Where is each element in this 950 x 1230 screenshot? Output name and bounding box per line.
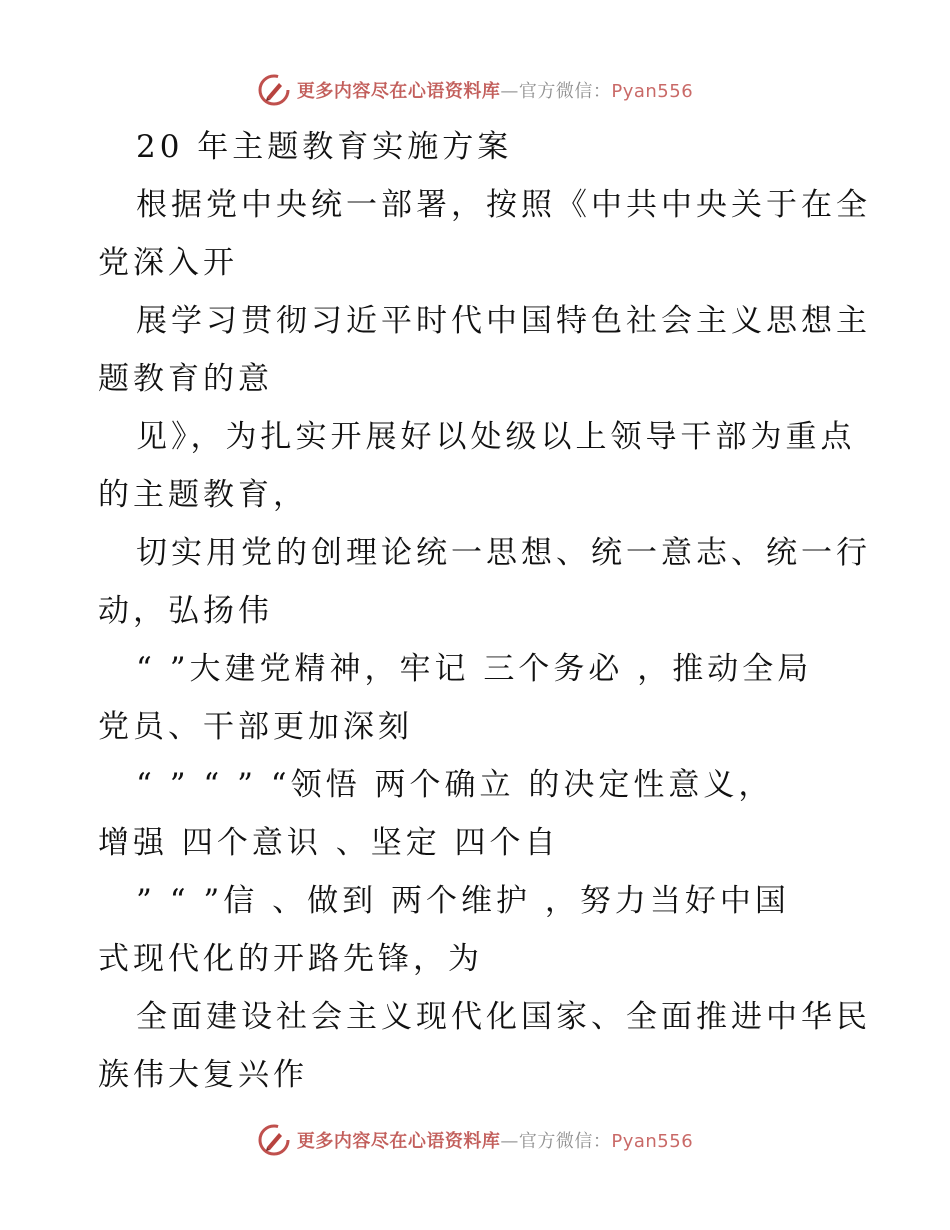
text-line: 见》，为扎实开展好以处级以上领导干部为重点 [136, 419, 856, 455]
watermark-text [297, 77, 693, 103]
text-line: 题教育的意 [98, 361, 273, 397]
pen-circle-logo-icon [257, 73, 291, 107]
text-line: 全面建设社会主义现代化国家、全面推进中华民 [136, 999, 871, 1035]
watermark-text [297, 1127, 693, 1153]
watermark-separator: — [500, 1131, 519, 1152]
text-line: 的主题教育， [98, 477, 308, 513]
text-line: “ ”大建党精神，牢记 三个务必 ，推动全局 [136, 651, 813, 687]
text-line: ” “ ”信 、做到 两个维护 ，努力当好中国 [136, 883, 790, 919]
text-line: 党深入开 [98, 245, 238, 281]
text-line: “ ” “ ” “领悟 两个确立 的决定性意义， [136, 767, 774, 803]
watermark-main: 更多内容尽在心语资料库 [296, 81, 501, 102]
watermark-sub: 官方微信： [518, 1131, 612, 1152]
text-line: 展学习贯彻习近平时代中国特色社会主义思想主 [136, 303, 871, 339]
text-line: 式现代化的开路先锋，为 [98, 941, 483, 977]
text-line: 根据党中央统一部署，按照《中共中央关于在全 [136, 187, 871, 223]
header-watermark [0, 70, 950, 110]
document-title: 20 年主题教育实施方案 [136, 129, 513, 165]
watermark-id: Pyan556 [611, 81, 694, 102]
text-line: 增强 四个意识 、坚定 四个自 [98, 825, 560, 861]
document-body [98, 118, 871, 1104]
watermark-sub: 官方微信： [518, 81, 612, 102]
watermark-id: Pyan556 [611, 1131, 694, 1152]
footer-watermark [0, 1120, 950, 1160]
text-line: 族伟大复兴作 [98, 1057, 308, 1093]
text-line: 党员、干部更加深刻 [98, 709, 413, 745]
watermark-separator: — [500, 81, 519, 102]
text-line: 动，弘扬伟 [98, 593, 273, 629]
text-line: 切实用党的创理论统一思想、统一意志、统一行 [136, 535, 871, 571]
pen-circle-logo-icon [257, 1123, 291, 1157]
watermark-main: 更多内容尽在心语资料库 [296, 1131, 501, 1152]
